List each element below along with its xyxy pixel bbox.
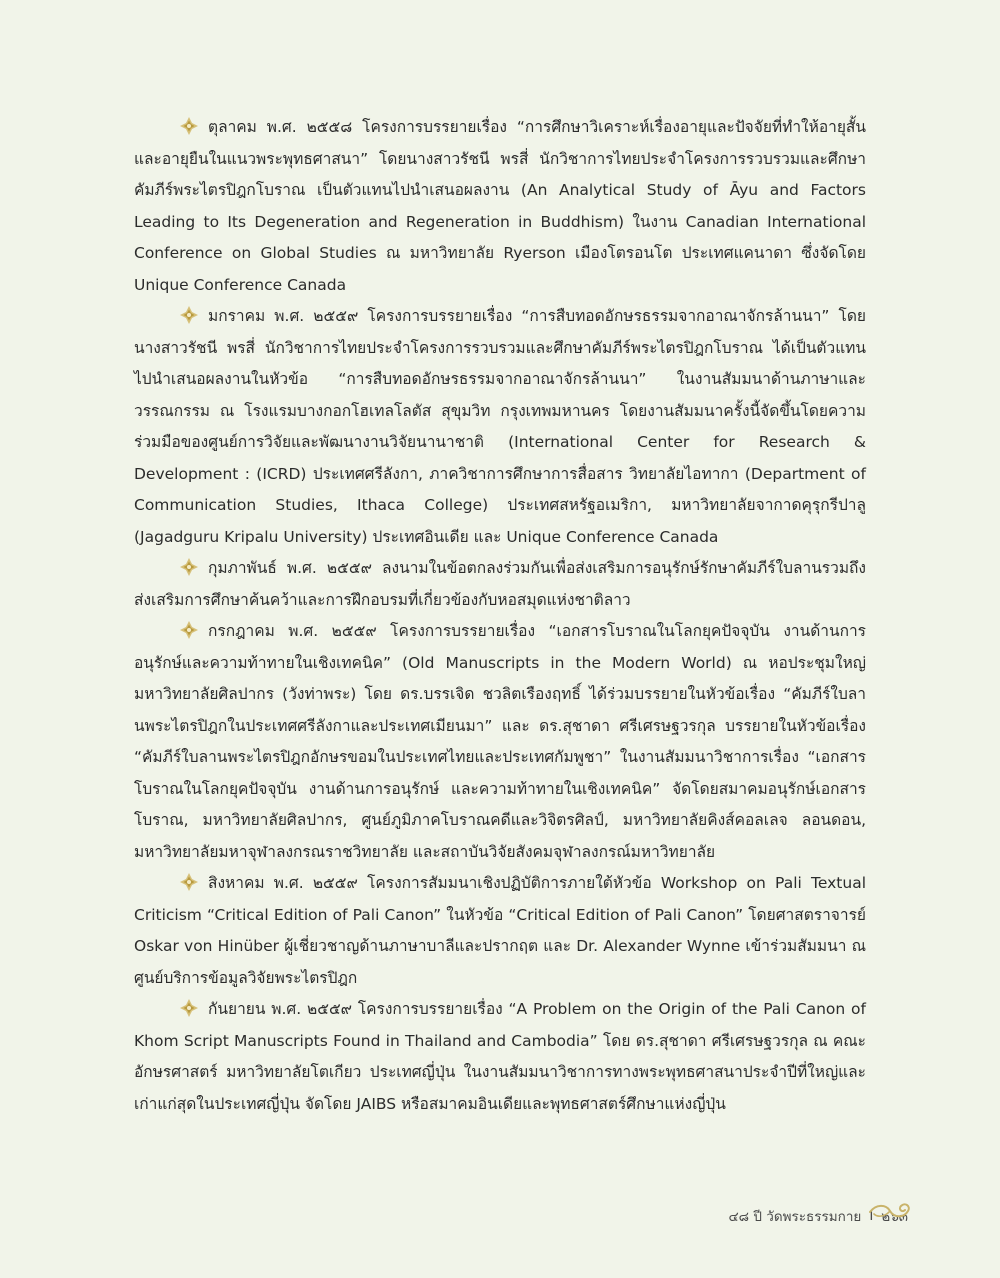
entry-text: มกราคม พ.ศ. ๒๕๕๙ โครงการบรรยายเรื่อง “การสืบทอดอักษรธรรมจากอาณาจักรล้านนา” โดยนางสาวรัชนี พรสี่ นักวิชาการไทยประจำโครงการรวบรวมและศึกษาคัมภีร์พระไตรปิฎกโบราณ ได้เป็นตัวแทนไปนำเสนอผลงานในหัวข้อ “การสืบทอดอักษรธรรมจากอาณาจักรล้านนา” ในงานสัมมนาด้านภาษาและวรรณกรรม ณ โรงแรมบางกอกโฮเทลโลตัส สุขุมวิท กรุงเทพมหานคร โดยงานสัมมนาครั้งนี้จัดขึ้นโดยความร่วมมือของศูนย์การวิจัยและพัฒนางานวิจัยนานาชาติ (International Center for Research & Development : (ICRD) ประเทศศรีลังกา, ภาควิชาการศึกษาการสื่อสาร วิทยาลัยไอทากา (Department of Communication Studies, Ithaca College) ประเทศสหรัฐอเมริกา, มหาวิทยาลัยจากาดคุรุกรีปาลู (Jagadguru Kripalu University) ประเทศอินเดีย และ Unique Conference Canada (134, 307, 866, 546)
gold-diamond-flower-icon (180, 873, 198, 891)
entry-4 (134, 616, 866, 868)
gold-diamond-flower-icon (180, 999, 198, 1017)
gold-diamond-flower-icon (180, 621, 198, 639)
entry-1 (134, 112, 866, 301)
entry-2 (134, 301, 866, 553)
footer-separator: I (869, 1208, 874, 1224)
entry-text: กรกฎาคม พ.ศ. ๒๕๕๙ โครงการบรรยายเรื่อง “เอกสารโบราณในโลกยุคปัจจุบัน งานด้านการอนุรักษ์และความท้าทายในเชิงเทคนิค” (Old Manuscripts in the Modern World) ณ หอประชุมใหญ่มหาวิทยาลัยศิลปากร (วังท่าพระ) โดย ดร.บรรเจิด ชวลิตเรืองฤทธิ์ ได้ร่วมบรรยายในหัวข้อเรื่อง “คัมภีร์ใบลานพระไตรปิฎกในประเทศศรีลังกาและประเทศเมียนมา” และ ดร.สุชาดา ศรีเศรษฐวรกุล บรรยายในหัวข้อเรื่อง “คัมภีร์ใบลานพระไตรปิฎกอักษรขอมในประเทศไทยและประเทศกัมพูชา” ในงานสัมมนาวิชาการเรื่อง “เอกสารโบราณในโลกยุคปัจจุบัน งานด้านการอนุรักษ์ และความท้าทายในเชิงเทคนิค” จัดโดยสมาคมอนุรักษ์เอกสารโบราณ, มหาวิทยาลัยศิลปากร, ศูนย์ภูมิภาคโบราณคดีและวิจิตรศิลป์, มหาวิทยาลัยคิงส์คอลเลจ ลอนดอน, มหาวิทยาลัยมหาจุฬาลงกรณราชวิทยาลัย และสถาบันวิจัยสังคมจุฬาลงกรณ์มหาวิทยาลัย (134, 622, 866, 861)
footer-title: ๔๘ ปี วัดพระธรรมกาย (728, 1209, 862, 1225)
entry-text: กันยายน พ.ศ. ๒๕๕๙ โครงการบรรยายเรื่อง “A Problem on the Origin of the Pali Canon of Khom Script Manuscripts Found in Thailand and Cambodia” โดย ดร.สุชาดา ศรีเศรษฐวรกุล ณ คณะอักษรศาสตร์ มหาวิทยาลัยโตเกียว ประเทศญี่ปุ่น ในงานสัมมนาวิชาการทางพระพุทธศาสนาประจำปีที่ใหญ่และเก่าแก่สุดในประเทศญี่ปุ่น จัดโดย JAIBS หรือสมาคมอินเดียและพุทธศาสตร์ศึกษาแห่งญี่ปุ่น (134, 1000, 866, 1113)
entry-text: สิงหาคม พ.ศ. ๒๕๕๙ โครงการสัมมนาเชิงปฏิบัติการภายใต้หัวข้อ Workshop on Pali Textual Criticism “Critical Edition of Pali Canon” ในหัวข้อ “Critical Edition of Pali Canon” โดยศาสตราจารย์ Oskar von Hinüber ผู้เชี่ยวชาญด้านภาษาบาลีและปรากฤต และ Dr. Alexander Wynne เข้าร่วมสัมมนา ณ ศูนย์บริการข้อมูลวิจัยพระไตรปิฎก (134, 874, 866, 987)
gold-diamond-flower-icon (180, 117, 198, 135)
page-number: ๒๖๓ (881, 1209, 908, 1225)
entry-3 (134, 553, 866, 616)
entry-text: ตุลาคม พ.ศ. ๒๕๕๘ โครงการบรรยายเรื่อง “การศึกษาวิเคราะห์เรื่องอายุและปัจจัยที่ทำให้อายุสั้นและอายุยืนในแนวพระพุทธศาสนา” โดยนางสาวรัชนี พรสี่ นักวิชาการไทยประจำโครงการรวบรวมและศึกษาคัมภีร์พระไตรปิฎกโบราณ เป็นตัวแทนไปนำเสนอผลงาน (An Analytical Study of Āyu and Factors Leading to Its Degeneration and Regeneration in Buddhism) ในงาน Canadian International Conference on Global Studies ณ มหาวิทยาลัย Ryerson เมืองโตรอนโต ประเทศแคนาดา ซึ่งจัดโดย Unique Conference Canada (134, 118, 866, 294)
entry-5 (134, 868, 866, 994)
gold-diamond-flower-icon (180, 306, 198, 324)
gold-diamond-flower-icon (180, 558, 198, 576)
article-body (134, 112, 866, 1120)
entry-6 (134, 994, 866, 1120)
entry-text: กุมภาพันธ์ พ.ศ. ๒๕๕๙ ลงนามในข้อตกลงร่วมกันเพื่อส่งเสริมการอนุรักษ์รักษาคัมภีร์ใบลานรวมถึงส่งเสริมการศึกษาค้นคว้าและการฝึกอบรมที่เกี่ยวข้องกับหอสมุดแห่งชาติลาว (134, 559, 866, 609)
swirl-ornament-icon (868, 1200, 914, 1226)
